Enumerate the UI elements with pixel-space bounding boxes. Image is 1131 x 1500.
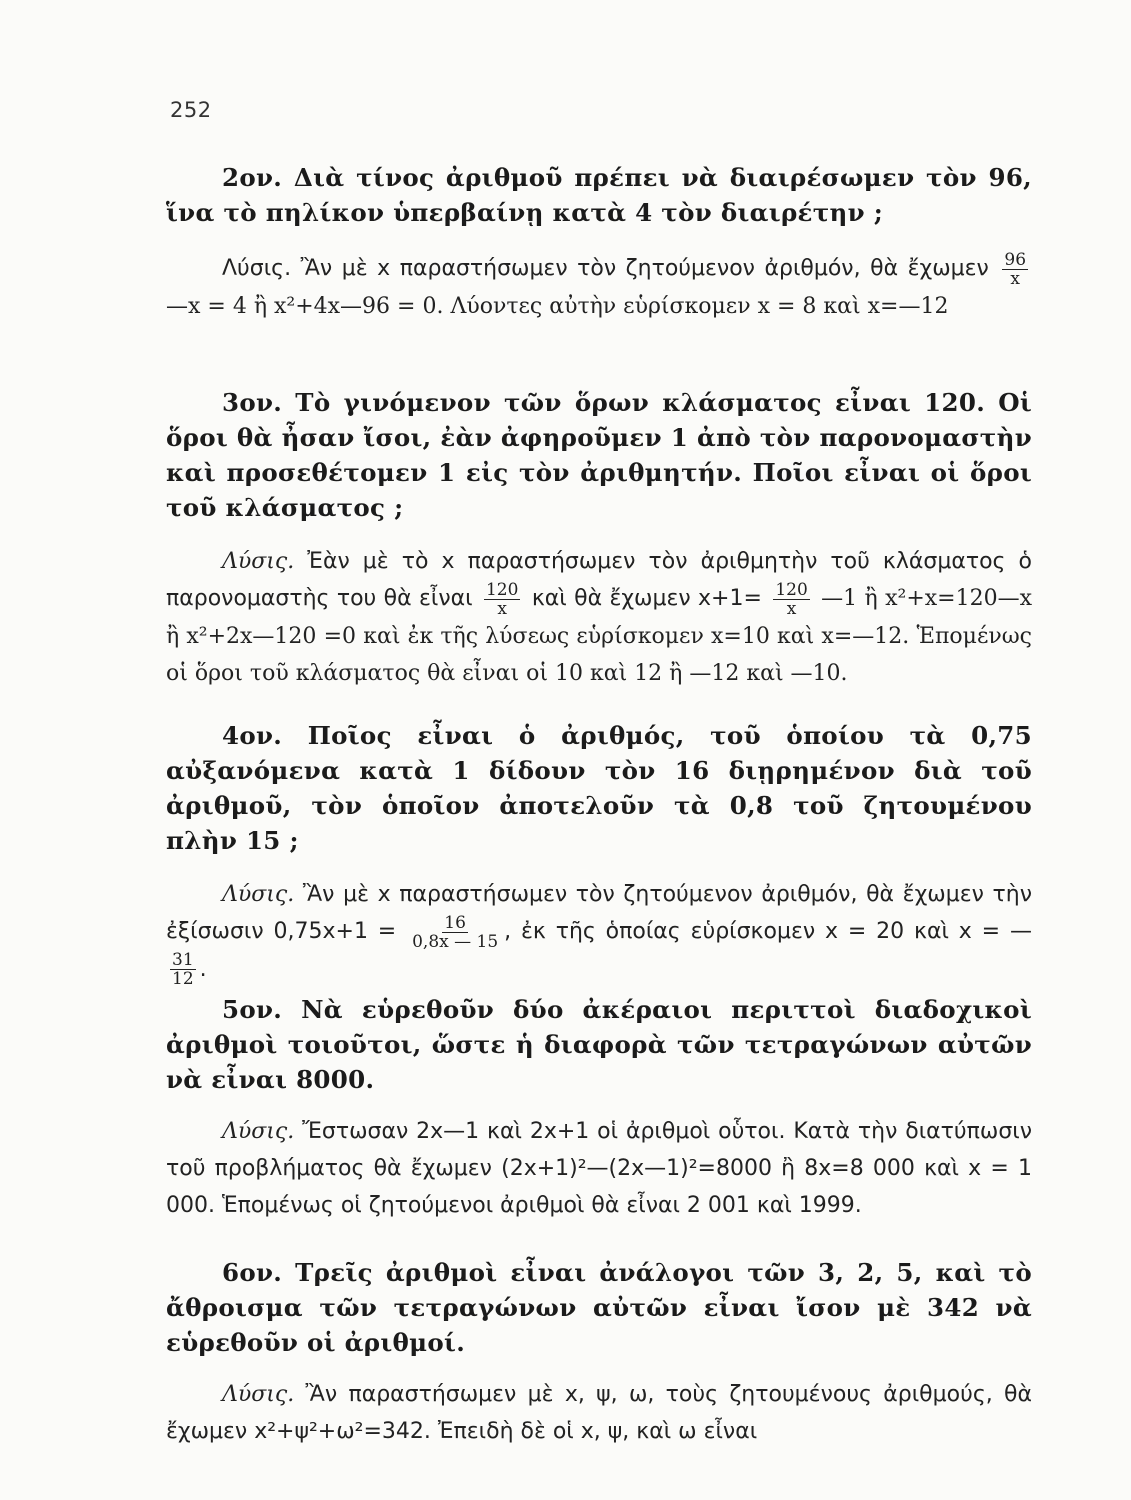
solution-label: Λύσις.	[222, 549, 295, 574]
fraction-denominator: x	[1010, 268, 1020, 289]
problem-6-solution	[166, 1376, 1032, 1450]
fraction-numerator: 31	[172, 950, 194, 970]
fraction-numerator: 120	[485, 579, 519, 600]
problem-3-question	[166, 385, 1032, 525]
problem-4-question	[166, 718, 1032, 858]
problem-number: 5ον.	[222, 995, 283, 1024]
question-text: Τὸ γινόμενον τῶν ὅρων κλάσματος εἶναι 120. Οἱ ὅροι θὰ ἦσαν ἴσοι, ἐὰν ἀφηροῦμεν 1 ἀπὸ τὸν παρονομαστὴν καὶ προσεθέτομεν 1 εἰς τὸν ἀριθμητήν. Ποῖοι εἶναι οἱ ὅροι τοῦ κλάσματος ;	[166, 388, 1032, 522]
solution-label: Λύσις.	[222, 1382, 295, 1407]
solution-text: —1 ἢ x²+x=120—x ἢ x²+2x—120 =0 καὶ ἐκ τῆς λύσεως εὑρίσκομεν x=10 καὶ x=—12. Ἑπομένως οἱ ὅροι τοῦ κλάσματος θὰ εἶναι οἱ 10 καὶ 12 ἢ —12 καὶ —10.	[166, 586, 1032, 686]
problem-number: 3ον.	[222, 388, 283, 417]
solution-text: Ἂν παραστήσωμεν μὲ x, ψ, ω, τοὺς ζητουμένους ἀριθμούς, θὰ ἔχωμεν x²+ψ²+ω²=342. Ἐπειδὴ δὲ οἱ x, ψ, καὶ ω εἶναι	[166, 1382, 1032, 1444]
problem-4-solution	[166, 876, 1032, 988]
problem-5-question	[166, 992, 1032, 1097]
solution-text: Ἂν μὲ x παραστήσωμεν τὸν ζητούμενον ἀριθμόν, θὰ ἔχωμεν τὴν ἐξίσωσιν 0,75x+1 =	[166, 882, 1032, 944]
solution-label: Λύσις.	[222, 882, 295, 907]
solution-text: , ἐκ τῆς ὁποίας εὑρίσκομεν x = 20 καὶ x = —	[504, 919, 1032, 944]
page-number: 252	[170, 98, 212, 122]
problem-2	[166, 160, 1032, 325]
solution-label: Λύσις.	[222, 256, 292, 281]
solution-text: καὶ θὰ ἔχωμεν x+1=	[531, 586, 762, 611]
fraction	[773, 581, 809, 618]
fraction	[1002, 251, 1028, 288]
problem-number: 6ον.	[222, 1258, 283, 1287]
problem-5	[166, 992, 1032, 1224]
fraction-denominator: x	[497, 598, 507, 619]
problem-5-solution	[166, 1113, 1032, 1224]
solution-label: Λύσις.	[222, 1119, 295, 1144]
fraction	[410, 914, 500, 951]
fraction	[484, 581, 520, 618]
problem-3	[166, 385, 1032, 692]
problem-3-solution	[166, 543, 1032, 692]
solution-text: Ἐὰν μὲ τὸ x παραστήσωμεν τὸν ἀριθμητὴν τοῦ κλάσματος ὁ παρονομαστὴς του θὰ εἶναι	[166, 549, 1032, 611]
fraction-denominator: 0,8x — 15	[412, 931, 499, 952]
solution-text: —x = 4 ἢ x²+4x—96 = 0. Λύοντες αὐτὴν εὑρίσκομεν x = 8 καὶ x=—12	[166, 293, 949, 319]
question-text: Νὰ εὑρεθοῦν δύο ἀκέραιοι περιττοὶ διαδοχικοὶ ἀριθμοὶ τοιοῦτοι, ὥστε ἡ διαφορὰ τῶν τετραγώνων αὐτῶν νὰ εἶναι 8000.	[166, 995, 1032, 1094]
solution-text: Ἔστωσαν 2x—1 καὶ 2x+1 οἱ ἀριθμοὶ οὗτοι. Κατὰ τὴν διατύπωσιν τοῦ προβλήματος θὰ ἔχωμεν (2x+1)²—(2x—1)²=8000 ἢ 8x=8 000 καὶ x = 1 000. Ἑπομένως οἱ ζητούμενοι ἀριθμοὶ θὰ εἶναι 2 001 καὶ 1999.	[166, 1119, 1032, 1218]
problem-2-solution	[166, 250, 1032, 325]
question-text: Διὰ τίνος ἀριθμοῦ πρέπει νὰ διαιρέσωμεν τὸν 96, ἵνα τὸ πηλίκον ὑπερβαίνῃ κατὰ 4 τὸν διαιρέτην ;	[166, 163, 1032, 227]
problem-number: 2ον.	[222, 163, 283, 192]
solution-text: Ἂν μὲ x παραστήσωμεν τὸν ζητούμενον ἀριθμόν, θὰ ἔχωμεν	[300, 256, 989, 281]
problem-2-question	[166, 160, 1032, 230]
fraction-numerator: 96	[1004, 249, 1027, 270]
problem-number: 4ον.	[222, 721, 283, 750]
fraction-denominator: 12	[172, 969, 194, 989]
fraction-denominator: x	[786, 598, 797, 619]
problem-6	[166, 1255, 1032, 1450]
solution-text: .	[199, 956, 207, 982]
fraction-numerator: 16	[444, 912, 466, 933]
question-text: Τρεῖς ἀριθμοὶ εἶναι ἀνάλογοι τῶν 3, 2, 5, καὶ τὸ ἄθροισμα τῶν τετραγώνων αὐτῶν εἶναι ἴσον μὲ 342 νὰ εὑρεθοῦν οἱ ἀριθμοί.	[166, 1258, 1032, 1357]
problem-6-question	[166, 1255, 1032, 1360]
question-text: Ποῖος εἶναι ὁ ἀριθμός, τοῦ ὁποίου τὰ 0,75 αὐξανόμενα κατὰ 1 δίδουν τὸν 16 διῃρημένον διὰ τοῦ ἀριθμοῦ, τὸν ὁποῖον ἀποτελοῦν τὰ 0,8 τοῦ ζητουμένου πλὴν 15 ;	[166, 721, 1032, 855]
problem-4	[166, 718, 1032, 988]
fraction-numerator: 120	[775, 579, 808, 600]
fraction	[170, 951, 196, 988]
